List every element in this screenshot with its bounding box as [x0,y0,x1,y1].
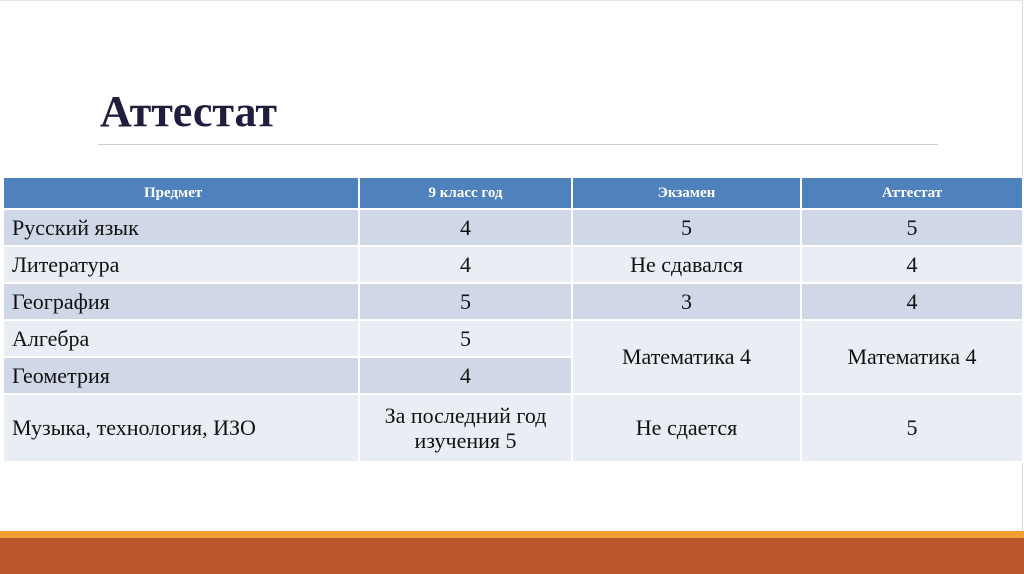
footer-stripe [0,531,1024,538]
table-row [3,283,1023,320]
cell-exam: Не сдается [572,394,801,462]
cell-subject: Литература [3,246,359,283]
cell-certificate-merged: Математика 4 [801,320,1023,394]
header-subject: Предмет [3,177,359,209]
cell-certificate: 5 [801,394,1023,462]
cell-year: 4 [359,246,572,283]
header-certificate: Аттестат [801,177,1023,209]
table-row [3,320,1023,357]
slide-title: Аттестат [100,87,278,136]
cell-subject: Музыка, технология, ИЗО [3,394,359,462]
table-header-row [3,177,1023,209]
cell-year: 5 [359,283,572,320]
cell-exam-merged: Математика 4 [572,320,801,394]
cell-year: За последний год изучения 5 [359,394,572,462]
header-exam: Экзамен [572,177,801,209]
cell-year: 5 [359,320,572,357]
table-row [3,246,1023,283]
cell-exam: 5 [572,209,801,246]
header-year: 9 класс год [359,177,572,209]
grades-table [2,176,1024,463]
table-row [3,394,1023,462]
title-divider [98,144,938,145]
cell-exam: 3 [572,283,801,320]
cell-subject: Алгебра [3,320,359,357]
cell-year: 4 [359,209,572,246]
table-row [3,209,1023,246]
cell-subject: География [3,283,359,320]
cell-certificate: 5 [801,209,1023,246]
cell-subject: Геометрия [3,357,359,394]
cell-subject: Русский язык [3,209,359,246]
footer-bar [0,538,1024,574]
cell-year: 4 [359,357,572,394]
cell-certificate: 4 [801,283,1023,320]
cell-exam: Не сдавался [572,246,801,283]
cell-certificate: 4 [801,246,1023,283]
